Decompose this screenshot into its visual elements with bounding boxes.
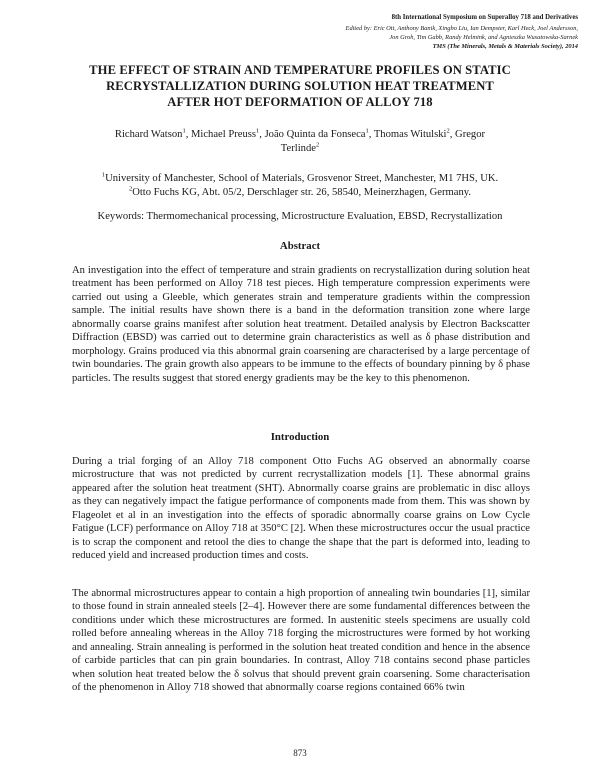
editors-line-1: Edited by: Eric Ott, Anthony Banik, Xingbo Liu, Ian Dempster, Karl Heck, Joel Andersson,: [345, 25, 578, 32]
affiliation-1-mark: 1: [101, 171, 106, 179]
title-line-1: THE EFFECT OF STRAIN AND TEMPERATURE PROFILES ON STATIC: [89, 63, 511, 77]
introduction-paragraph-1: During a trial forging of an Alloy 718 component Otto Fuchs AG observed an abnormally coarse microstructure that was not predicted by current recrystallization models [1]. These abnormal grains appeared after the solution heat treatment (SHT). Abnormally coarse grains are problematic in disc alloys as they can negatively impact the fatigue performance of components made from them. This was shown by Flageolet et al in an investigation into the effects of sporadic abnormally coarse grains on Low Cycle Fatigue (LCF) performance on Alloy 718 at 350°C [2]. When these microstructures occur the usual practice is to scrap the component and retool the dies to change the shape that the part is deformed into, leading to reduced yield and increased production times and costs.: [72, 456, 530, 562]
author-watson-affil-mark: 1: [182, 127, 186, 135]
affiliations: [40, 172, 560, 199]
authors: [40, 128, 560, 155]
page-number: 873: [293, 748, 307, 758]
title-line-2: RECRYSTALLIZATION DURING SOLUTION HEAT TREATMENT: [106, 79, 494, 93]
author-fonseca-affil-mark: 1: [365, 127, 369, 135]
author-terlinde-affil-mark: 2: [315, 140, 320, 148]
abstract-body: An investigation into the effect of temperature and strain gradients on recrystallization during solution heat treatment has been performed on Alloy 718 test pieces. High temperature compression experiments were carried out using a Gleeble, which generates strain and temperature gradients within the compression sample. The initial results have shown there is a band in the deformation transition zone where large abnormally coarse grains manifest after solution heat treatment. Detailed analysis by Electron Backscatter Diffraction (EBSD) was carried out to determine grain characteristics as well as δ phase distribution and morphology. Grains produced via this abnormal grain coarsening are characterised by a large percentage of twin boundaries. The grain growth also appears to be immune to the effects of boundary pinning by δ phase particles. The results suggest that stored energy gradients may be the key to this phenomenon.: [72, 265, 530, 384]
author-witulski-affil-mark: 2: [446, 127, 450, 135]
affiliation-1: University of Manchester, School of Materials, Grosvenor Street, Manchester, M1 7HS, UK.: [105, 173, 499, 184]
affiliation-2-mark: 2: [128, 184, 133, 192]
keywords: Keywords: Thermomechanical processing, Microstructure Evaluation, EBSD, Recrystallization: [97, 211, 503, 222]
author-quinta-da-fonseca: , João Quinta da Fonseca: [259, 129, 366, 140]
author-preuss: , Michael Preuss: [185, 129, 257, 140]
abstract-heading: Abstract: [279, 240, 321, 252]
editors-line-2: Jon Groh, Tim Gabb, Randy Helmink, and Agnieszka Wusatowska-Sarnek: [389, 34, 578, 41]
introduction-paragraph-2: The abnormal microstructures appear to contain a high proportion of annealing twin boundaries [1], similar to those found in strain annealed steels [2–4]. However there are some fundamental differences between the conditions under which these microstructures are formed. In austenitic steels specimens are usually cold rolled before annealing whereas in the Alloy 718 forging the microstructures were formed by hot working and annealing. Strain annealing is performed in the solution heat treated condition and hence in the absence of carbide particles that can pin grain boundaries. In contrast, Alloy 718 contains second phase particles when solution heat treated below the δ solvus that should prevent grain coarsening. Some characterisation of the phenomenon in Alloy 718 showed that abnormally coarse regions contained 66% twin: [72, 588, 530, 694]
author-witulski: , Thomas Witulski: [368, 129, 447, 140]
paper-title: [40, 62, 560, 110]
author-watson: Richard Watson: [114, 129, 183, 140]
author-terlinde-last: Terlinde: [280, 142, 316, 154]
author-preuss-affil-mark: 1: [256, 127, 260, 135]
author-terlinde-first: , Gregor: [449, 129, 486, 140]
conference-title: 8th International Symposium on Superalloy 718 and Derivatives: [391, 14, 578, 21]
affiliation-2: Otto Fuchs KG, Abt. 05/2, Derschlager str. 26, 58540, Meinerzhagen, Germany.: [132, 186, 472, 198]
publisher-line: TMS (The Minerals, Metals & Materials Society), 2014: [432, 43, 578, 50]
title-line-3: AFTER HOT DEFORMATION OF ALLOY 718: [167, 95, 433, 109]
introduction-heading: Introduction: [270, 431, 330, 443]
